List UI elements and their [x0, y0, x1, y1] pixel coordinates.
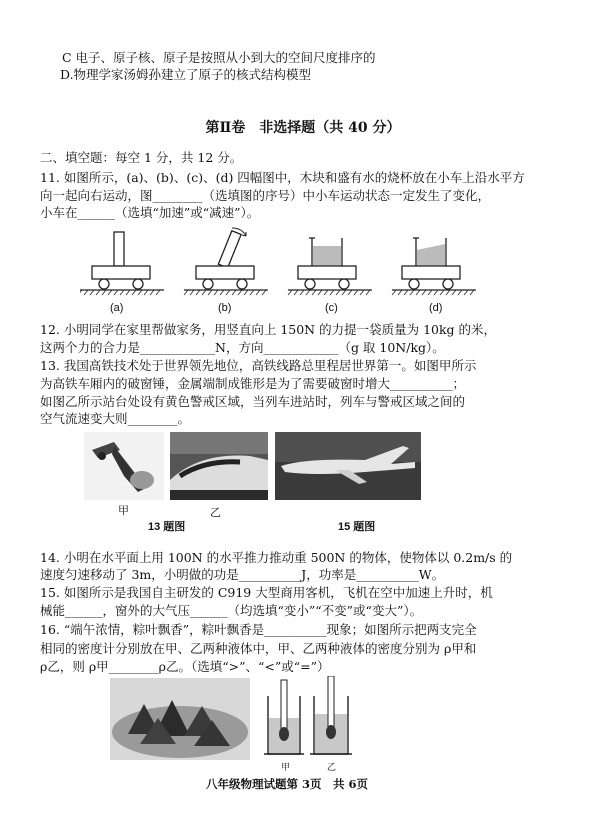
caption-yi: 乙	[210, 507, 221, 519]
q13-line4: 空气流速变大则________。	[40, 411, 191, 426]
q13-line2: 为高铁车厢内的破窗锤，金属端制成锥形是为了需要破窗时增大__________；	[40, 376, 466, 391]
caption-c: (c)	[325, 302, 338, 314]
q16-line1: 16. “端午浓情，粽叶飘香”，粽叶飘香是__________现象；如图所示把两支完全	[40, 622, 477, 637]
caption-jia-beaker: 甲	[281, 762, 291, 772]
section-title: 第Ⅱ卷 非选择题（共 40 分）	[205, 120, 401, 136]
caption-fig15: 15 题图	[338, 521, 376, 533]
hydrometer-figure	[262, 676, 356, 760]
q16-line2: 相同的密度计分别放在甲、乙两种液体中，甲、乙两种液体的密度分别为 ρ甲和	[40, 641, 477, 656]
q15-line1: 15. 如图所示是我国自主研发的 C919 大型商用客机，飞机在空中加速上升时，机	[40, 585, 493, 600]
part-heading: 二、填空题：每空 1 分，共 12 分。	[40, 150, 243, 165]
q12-line2: 这两个力的合力是____________N，方向____________（g 取 10N/kg）。	[40, 340, 445, 355]
caption-a: (a)	[110, 302, 124, 314]
q12-line1: 12. 小明同学在家里帮做家务，用竖直向上 150N 的力提一袋质量为 10kg 的米，	[40, 322, 497, 337]
hammer-photo	[84, 432, 164, 500]
cart-b	[184, 228, 268, 295]
cart-a	[80, 232, 164, 295]
zongzi-photo	[110, 678, 250, 760]
caption-d: (d)	[429, 302, 443, 314]
option-d: D.物理学家汤姆孙建立了原子的核式结构模型	[60, 67, 312, 82]
q16-line3: ρ乙，则 ρ甲________ρ乙。（选填“>”、“<”或“=”）	[40, 659, 330, 674]
caption-jia: 甲	[118, 505, 129, 517]
beaker-jia	[264, 680, 304, 754]
caption-b: (b)	[218, 302, 232, 314]
q13-line3: 如图乙所示站台处设有黄色警戒区域，当列车进站时，列车与警戒区域之间的	[40, 394, 466, 409]
option-c: C 电子、原子核、原子是按照从小到大的空间尺度排序的	[62, 50, 376, 65]
q11-line1: 11. 如图所示，(a)、(b)、(c)、(d) 四幅图中，木块和盛有水的烧杯放在小车上沿水平方	[40, 170, 525, 185]
q15-line2: 械能______，窗外的大气压______（均选填“变小”“不变”或“变大”）。	[40, 603, 423, 618]
caption-yi-beaker: 乙	[327, 762, 337, 772]
plane-photo	[275, 432, 421, 500]
q13-line1: 13. 我国高铁技术处于世界领先地位，高铁线路总里程居世界第一。如图甲所示	[40, 358, 477, 373]
q11-line2: 向一起向右运动，图________（选填图的序号）中小车运动状态一定发生了变化，	[40, 188, 491, 203]
caption-fig13: 13 题图	[148, 521, 186, 533]
train-photo	[170, 432, 268, 500]
q14-line2: 速度匀速移动了 3m，小明做的功是__________J，功率是__________W。	[40, 567, 445, 582]
cart-c	[288, 238, 372, 295]
cart-d	[392, 238, 476, 295]
q14-line1: 14. 小明在水平面上用 100N 的水平推力推动重 500N 的物体，使物体以 0.2m/s 的	[40, 550, 513, 565]
page-footer: 八年级物理试题第 3页 共 6页	[206, 777, 369, 791]
beaker-yi	[310, 676, 352, 754]
q11-line3: 小车在______（选填“加速”或“减速”）。	[40, 205, 260, 220]
